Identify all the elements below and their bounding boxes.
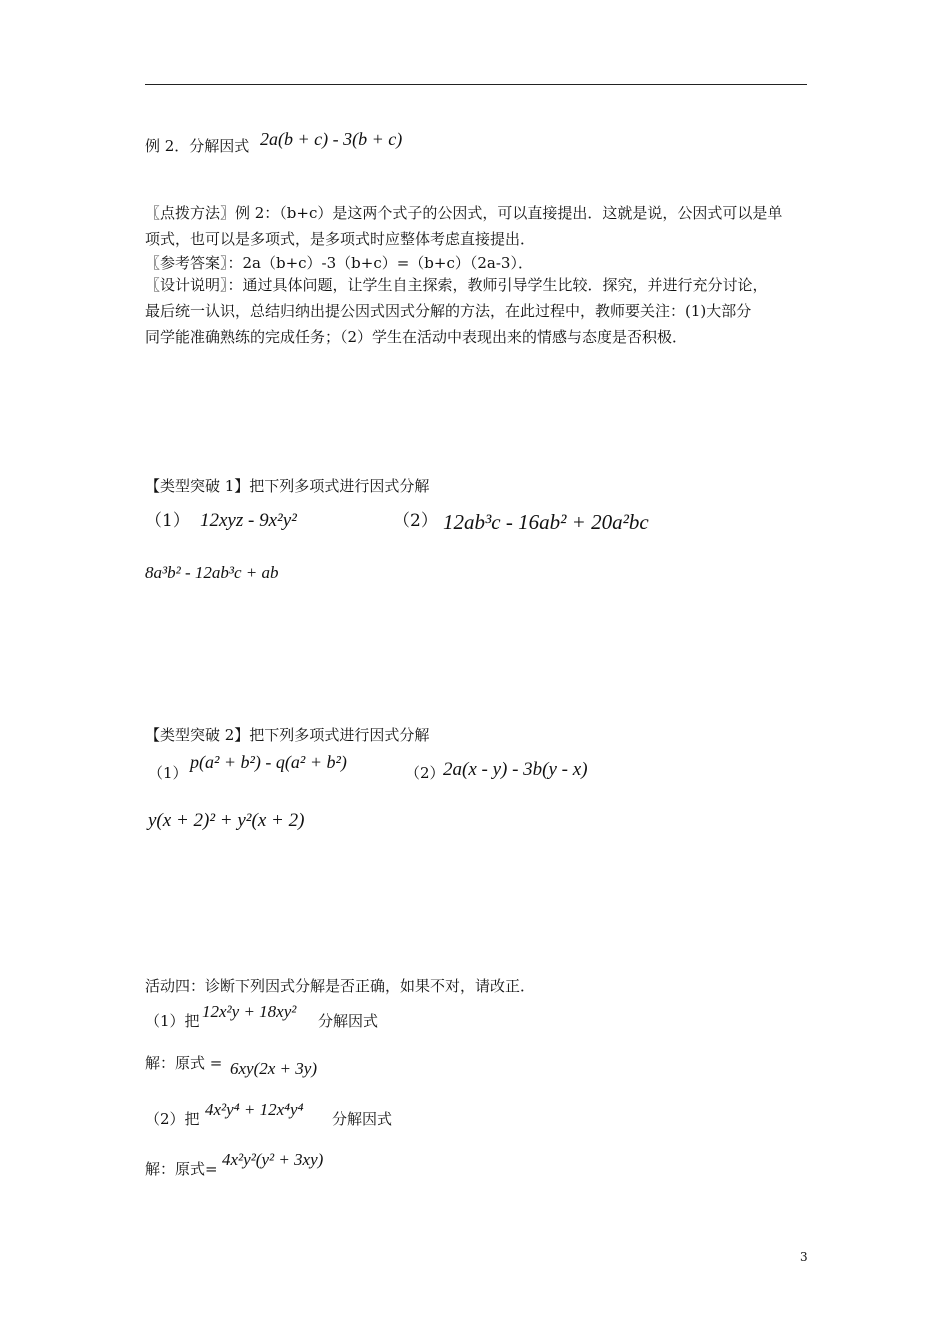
design-line-2: 最后统一认识，总结归纳出提公因式因式分解的方法，在此过程中，教师要关注：(1)大部分 (145, 302, 752, 320)
break-2-item-3-expr: y(x + 2)² + y²(x + 2) (148, 810, 305, 831)
design-section (145, 272, 810, 350)
break-2-item-2-expr: 2a(x - y) - 3b(y - x) (443, 759, 588, 780)
activity-4-q1-expr: 12x²y + 18xy² (202, 1002, 297, 1021)
activity-4-q2-prefix: （2）把 (145, 1110, 200, 1128)
break-1-item-1-expr: 12xyz - 9x²y² (200, 510, 297, 531)
header-rule (145, 84, 807, 85)
activity-4-a2-label: 解：原式= (145, 1160, 218, 1178)
example-2-expression: 2a(b + c) - 3(b + c) (260, 129, 403, 149)
design-line-3: 同学能准确熟练的完成任务；（2）学生在活动中表现出来的情感与态度是否积极． (145, 328, 688, 346)
page-number: 3 (800, 1250, 808, 1264)
break-1-item-1-label: （1） (145, 511, 190, 531)
activity-4-q2-suffix: 分解因式 (332, 1110, 393, 1128)
design-line-1: 〖设计说明〗：通过具体问题，让学生自主探索，教师引导学生比较．探究，并进行充分讨论， (145, 276, 768, 294)
activity-4-q2-expr: 4x²y⁴ + 12x⁴y⁴ (205, 1100, 304, 1119)
hint-line-2: 项式，也可以是多项式，是多项式时应整体考虑直接提出． (145, 230, 536, 248)
break-1-item-3-expr: 8a³b² - 12ab³c + ab (145, 563, 279, 582)
break-1-title: 【类型突破 1】把下列多项式进行因式分解 (145, 477, 430, 495)
activity-4-title: 活动四：诊断下列因式分解是否正确，如果不对，请改正． (145, 977, 536, 995)
activity-4-a1-expr: 6xy(2x + 3y) (230, 1059, 317, 1078)
hint-line-1: 〖点拨方法〗例 2：（b+c）是这两个式子的公因式，可以直接提出．这就是说，公因式可以是单 (145, 204, 783, 222)
example-2-label: 例 2．分解因式 (145, 137, 250, 155)
break-1-item-2-expr: 12ab³c - 16ab² + 20a²bc (443, 510, 649, 534)
break-2-item-1-expr: p(a² + b²) - q(a² + b²) (190, 752, 347, 772)
reference-answer: 〖参考答案〗：2a（b+c）-3（b+c）=（b+c）（2a-3）． (145, 254, 533, 272)
break-2-title: 【类型突破 2】把下列多项式进行因式分解 (145, 726, 430, 744)
activity-4-a1-label: 解：原式 = (145, 1054, 223, 1072)
activity-4-q1-prefix: （1）把 (145, 1012, 200, 1030)
break-1-item-2-label: （2） (393, 511, 438, 531)
hint-section (145, 200, 810, 252)
activity-4-q1-suffix: 分解因式 (318, 1012, 379, 1030)
activity-4-a2-expr: 4x²y²(y² + 3xy) (222, 1150, 324, 1169)
break-2-item-2-label: （2） (405, 764, 445, 782)
break-2-item-1-label: （1） (148, 764, 188, 782)
